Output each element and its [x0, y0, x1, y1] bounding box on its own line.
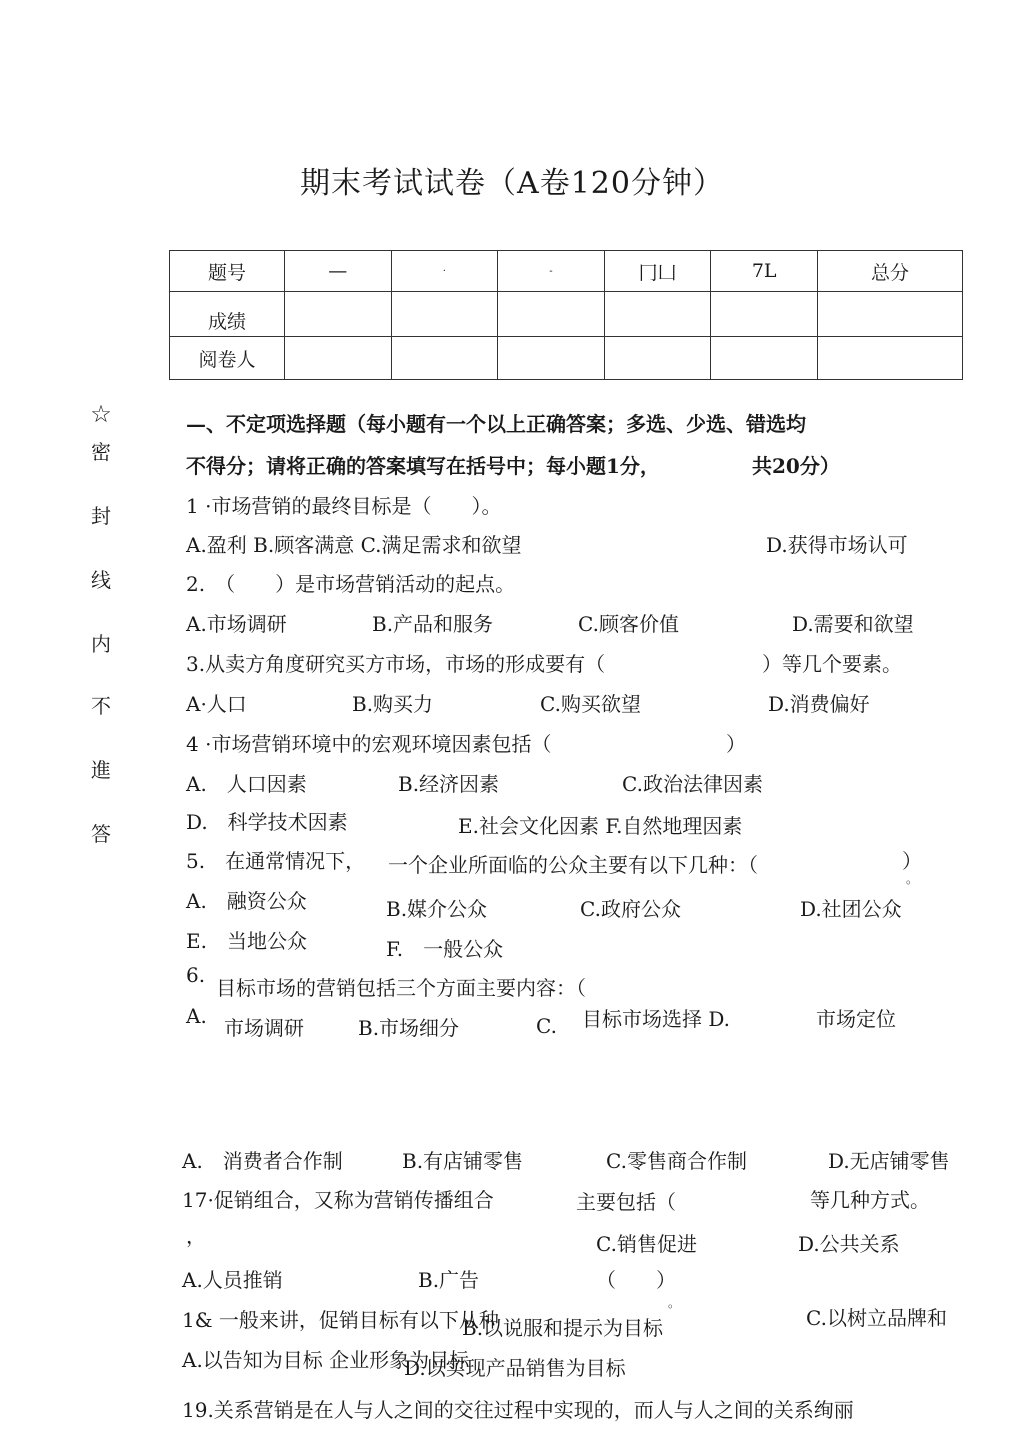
score-cell [604, 292, 711, 337]
score-table-score-row [170, 292, 963, 337]
grader-cell [818, 337, 963, 380]
question-number: 6. [186, 963, 206, 987]
question-stem: ） [726, 732, 746, 756]
question-option: 市场定位 [816, 1007, 896, 1031]
seal-char: 進 [91, 758, 111, 782]
seal-char: 线 [91, 568, 111, 592]
question-stem: 主要包括（ [576, 1190, 676, 1214]
question-option: D.无店铺零售 [828, 1149, 950, 1173]
question-stem: 1& 一般来讲，促销目标有以下从种 [182, 1308, 499, 1332]
grader-cell [711, 337, 818, 380]
score-table-header-row [170, 251, 963, 292]
question-option: B.产品和服务 [372, 612, 494, 636]
score-table-header-cell: - [498, 251, 605, 292]
question-stem: 1 ·市场营销的最终目标是（ ）。 [186, 494, 502, 518]
question-option: B.市场细分 [358, 1016, 460, 1040]
seal-char: 密 [91, 440, 111, 464]
question-option: A. 人口因素 [186, 772, 307, 796]
question-option: B.媒介公众 [386, 897, 488, 921]
question-options: A.盈利 B.顾客满意 C.满足需求和欲望 [186, 533, 522, 557]
question-option: E.社会文化因素 F.自然地理因素 [458, 814, 743, 838]
question-option: D. 科学技术因素 [186, 810, 348, 834]
score-cell [818, 292, 963, 337]
question-stem: 一个企业所面临的公众主要有以下几种：（ [388, 853, 758, 877]
seal-char: 答 [91, 822, 111, 846]
question-option: B.经济因素 [398, 772, 500, 796]
score-table-header-cell: 冂凵 [604, 251, 711, 292]
section-heading: —、不定项选择题（每小题有一个以上正确答案；多选、少选、错选均 [186, 412, 806, 436]
star-icon: ☆ [90, 400, 112, 428]
question-option: C.顾客价值 [578, 612, 679, 636]
question-option: A.人员推销 [182, 1268, 283, 1292]
question-option: C.政治法律因素 [622, 772, 763, 796]
score-row-label: 成绩 [170, 292, 285, 337]
question-stem: 等几种方式。 [810, 1188, 930, 1212]
score-table [169, 250, 963, 380]
answer-parens: （ ） [596, 1268, 676, 1292]
score-table-header-cell: · [391, 251, 498, 292]
score-cell [498, 292, 605, 337]
question-stem: 17·促销组合，又称为营销传播组合 [182, 1188, 494, 1212]
page-title: 期末考试试卷（A卷120分钟） [300, 166, 724, 201]
question-option: C.零售商合作制 [606, 1149, 747, 1173]
question-option: A·人口 [186, 692, 247, 716]
question-stem: 3.从卖方角度研究买方市场，市场的形成要有（ [186, 652, 606, 676]
question-option: 目标市场选择 D. [582, 1007, 731, 1031]
question-stem: ）等几个要素。 [762, 652, 902, 676]
question-stem: 5. 在通常情况下， [186, 849, 366, 873]
question-option: A. 消费者合作制 [182, 1149, 343, 1173]
question-option: D.消费偏好 [768, 692, 870, 716]
question-stem: ） [902, 849, 922, 873]
question-option: B.购买力 [352, 692, 434, 716]
question-option: C.销售促进 [596, 1232, 697, 1256]
score-table-header-cell: 题号 [170, 251, 285, 292]
section-heading: 共20分） [752, 454, 840, 478]
seal-char: 封 [91, 504, 111, 528]
question-option: F. 一般公众 [386, 937, 504, 961]
question-stem: 19.关系营销是在人与人之间的交往过程中实现的，而人与人之间的关系绚丽 [182, 1398, 854, 1422]
question-option: C.购买欲望 [540, 692, 641, 716]
question-stem: 目标市场的营销包括三个方面主要内容：（ [216, 976, 586, 1000]
score-table-header-cell: 7L [711, 251, 818, 292]
score-cell [711, 292, 818, 337]
question-option: E. 当地公众 [186, 929, 307, 953]
question-option: A.市场调研 [186, 612, 287, 636]
question-stem: 2. （ ）是市场营销活动的起点。 [186, 572, 516, 596]
stray-mark: ， [186, 1224, 206, 1248]
question-option: A.以告知为目标 企业形象为目标 [182, 1348, 470, 1372]
seal-char: 不 [91, 694, 111, 718]
grader-row-label: 阅卷人 [170, 337, 285, 380]
question-option-letter: C. [536, 1014, 557, 1038]
question-option: A. 融资公众 [186, 889, 307, 913]
question-option: D.以实现产品销售为目标 [404, 1356, 626, 1380]
question-option: D.公共关系 [798, 1232, 900, 1256]
score-table-header-cell: — [285, 251, 392, 292]
question-option: D.获得市场认可 [766, 533, 908, 557]
section-heading: 不得分；请将正确的答案填写在括号中；每小题1分， [186, 454, 660, 478]
stray-mark: 。 [906, 872, 919, 886]
question-option: B.以说服和提示为目标 [462, 1316, 664, 1340]
question-option-letter: A. [186, 1004, 207, 1028]
question-option: C.以树立品牌和 [806, 1306, 947, 1330]
seal-char: 内 [91, 632, 111, 656]
question-option: B.有店铺零售 [402, 1149, 524, 1173]
grader-cell [604, 337, 711, 380]
grader-cell [391, 337, 498, 380]
question-option: D.社团公众 [800, 897, 902, 921]
grader-cell [285, 337, 392, 380]
score-cell [285, 292, 392, 337]
score-table-header-cell: 总分 [818, 251, 963, 292]
question-option: B.广告 [418, 1268, 480, 1292]
score-table-grader-row [170, 337, 963, 380]
grader-cell [498, 337, 605, 380]
question-option: 市场调研 [224, 1016, 304, 1040]
score-cell [391, 292, 498, 337]
question-option: C.政府公众 [580, 897, 681, 921]
question-stem: 4 ·市场营销环境中的宏观环境因素包括（ [186, 732, 552, 756]
question-option: D.需要和欲望 [792, 612, 914, 636]
stray-mark: 。 [668, 1296, 681, 1310]
